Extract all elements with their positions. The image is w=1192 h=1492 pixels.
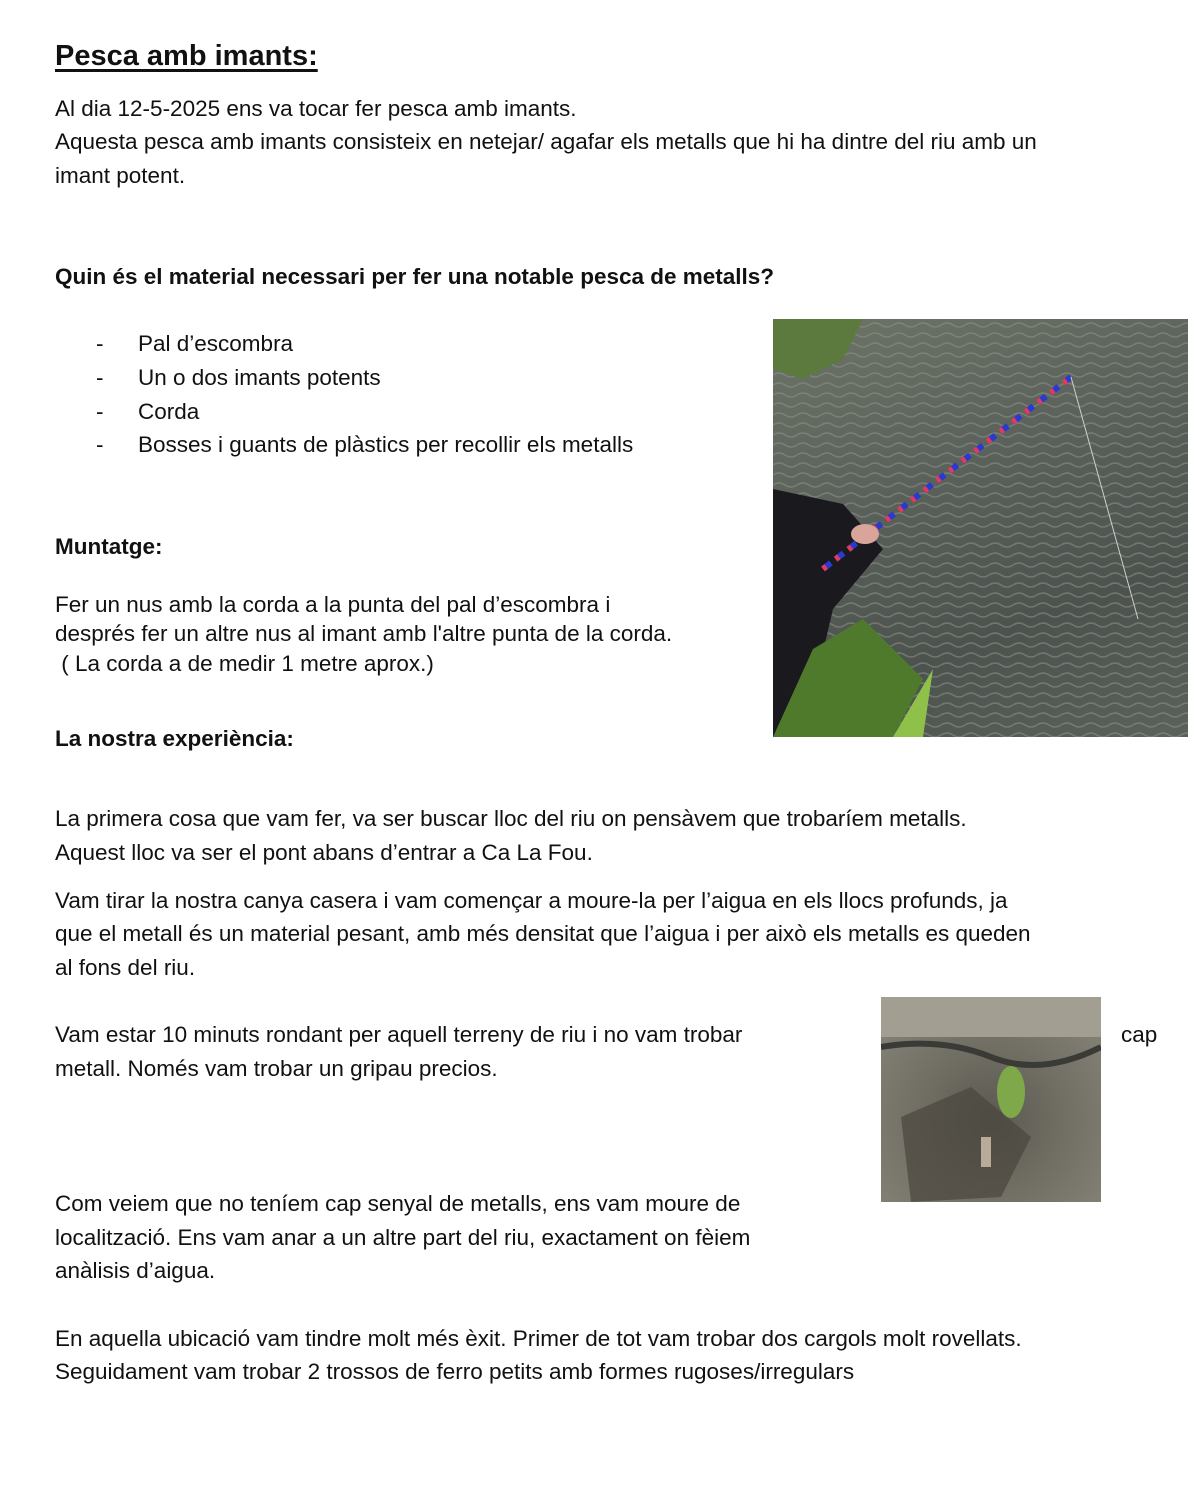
list-bullet: - [96,399,104,424]
toad-photo [881,997,1101,1202]
paragraph-line: metall. Només vam trobar un gripau precios. [55,1056,498,1081]
intro-line: imant potent. [55,163,186,188]
list-item: Un o dos imants potents [138,365,381,390]
paragraph-line: Aquest lloc va ser el pont abans d’entrar a Ca La Fou. [55,840,593,865]
paragraph-line: En aquella ubicació vam tindre molt més èxit. Primer de tot vam trobar dos cargols molt rovellats. [55,1326,1022,1351]
muntatge-heading: Muntatge: [55,534,163,559]
muntatge-line: Fer un nus amb la corda a la punta del pal d’escombra i [55,592,611,617]
list-item: Corda [138,399,200,424]
list-item: Pal d’escombra [138,331,294,356]
list-bullet: - [96,365,104,390]
paragraph-line: que el metall és un material pesant, amb més densitat que l’aigua i per això els metalls es queden [55,921,1031,946]
list-item: Bosses i guants de plàstics per recollir els metalls [138,432,634,457]
paragraph-line: Vam tirar la nostra canya casera i vam començar a moure-la per l’aigua en els llocs profunds, ja [55,888,1008,913]
muntatge-line: ( La corda a de medir 1 metre aprox.) [55,651,434,676]
experiencia-heading: La nostra experiència: [55,726,294,751]
intro-line: Al dia 12-5-2025 ens va tocar fer pesca amb imants. [55,96,577,121]
river-fishing-photo [773,319,1188,737]
list-bullet: - [96,331,104,356]
paragraph-line: Seguidament vam trobar 2 trossos de ferro petits amb formes rugoses/irregulars [55,1359,855,1384]
paragraph-line: Vam estar 10 minuts rondant per aquell terreny de riu i no vam trobar [55,1022,743,1047]
muntatge-line: després fer un altre nus al imant amb l'altre punta de la corda. [55,621,673,646]
paragraph-line: al fons del riu. [55,955,196,980]
paragraph-line: localització. Ens vam anar a un altre part del riu, exactament on fèiem [55,1225,751,1250]
list-bullet: - [96,432,104,457]
paragraph-line: cap [1121,1022,1158,1047]
paragraph-line: Com veiem que no teníem cap senyal de metalls, ens vam moure de [55,1191,741,1216]
page-title: Pesca amb imants: [55,40,318,72]
intro-line: Aquesta pesca amb imants consisteix en netejar/ agafar els metalls que hi ha dintre del riu amb un [55,129,1037,154]
paragraph-line: anàlisis d’aigua. [55,1258,216,1283]
material-heading: Quin és el material necessari per fer una notable pesca de metalls? [55,264,775,289]
paragraph-line: La primera cosa que vam fer, va ser buscar lloc del riu on pensàvem que trobaríem metalls. [55,806,967,831]
